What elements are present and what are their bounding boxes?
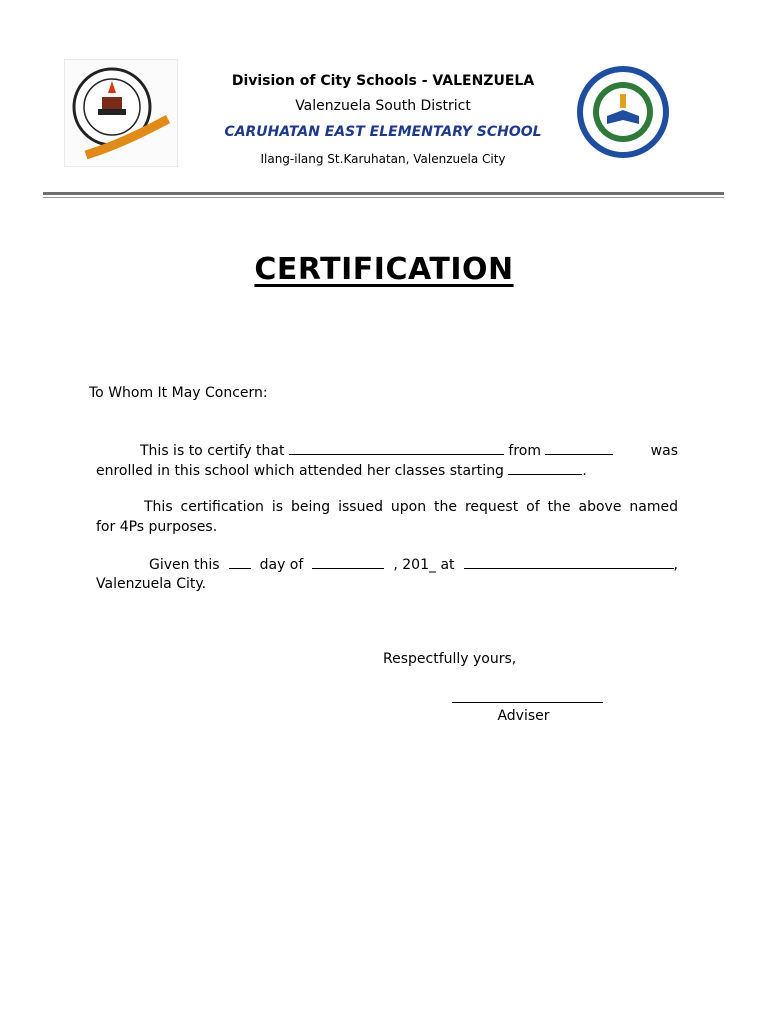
division-seal-logo	[64, 59, 178, 167]
paragraph-3-line-1	[96, 554, 678, 575]
start-date-blank	[508, 460, 582, 475]
header-divider	[43, 192, 724, 195]
p1-line2-end: .	[582, 463, 587, 479]
school-name: CARUHATAN EAST ELEMENTARY SCHOOL	[224, 124, 542, 140]
document-title: CERTIFICATION	[254, 252, 514, 287]
signature-role: Adviser	[497, 708, 550, 724]
paragraph-1-line-2	[96, 460, 587, 481]
closing: Respectfully yours,	[383, 651, 517, 667]
p2-line1-text: This certification is being issued upon the request of the above named	[144, 499, 678, 515]
day-blank	[229, 554, 251, 569]
p3-text-a: Given this	[149, 557, 220, 573]
division-name: Division of City Schools - VALENZUELA	[231, 73, 535, 89]
school-seal-logo	[574, 64, 672, 160]
paragraph-2-line-1	[96, 497, 678, 517]
month-blank	[312, 554, 384, 569]
name-blank	[289, 440, 504, 455]
paragraph-2-line-2: for 4Ps purposes.	[96, 519, 218, 535]
p1-text-a: This is to certify that	[140, 443, 285, 459]
origin-blank	[545, 440, 613, 455]
district-name: Valenzuela South District	[295, 98, 471, 114]
paragraph-1-line-1	[96, 440, 678, 461]
signature-line	[452, 702, 603, 703]
p1-line2-text: enrolled in this school which attended her classes starting	[96, 463, 504, 479]
p3-text-c: , 201_ at	[393, 557, 455, 573]
header-divider-thin	[43, 197, 724, 198]
p1-left	[96, 440, 613, 461]
p1-text-c: was	[650, 443, 678, 459]
p1-text-b: from	[508, 443, 541, 459]
p3-text-d: ,	[673, 557, 678, 573]
salutation: To Whom It May Concern:	[89, 385, 268, 401]
paragraph-3-line-2: Valenzuela City.	[96, 576, 207, 592]
p3-text-b: day of	[259, 557, 304, 573]
title-container	[0, 252, 768, 287]
place-blank	[464, 554, 674, 569]
school-address: Ilang-ilang St.Karuhatan, Valenzuela City	[260, 152, 506, 166]
